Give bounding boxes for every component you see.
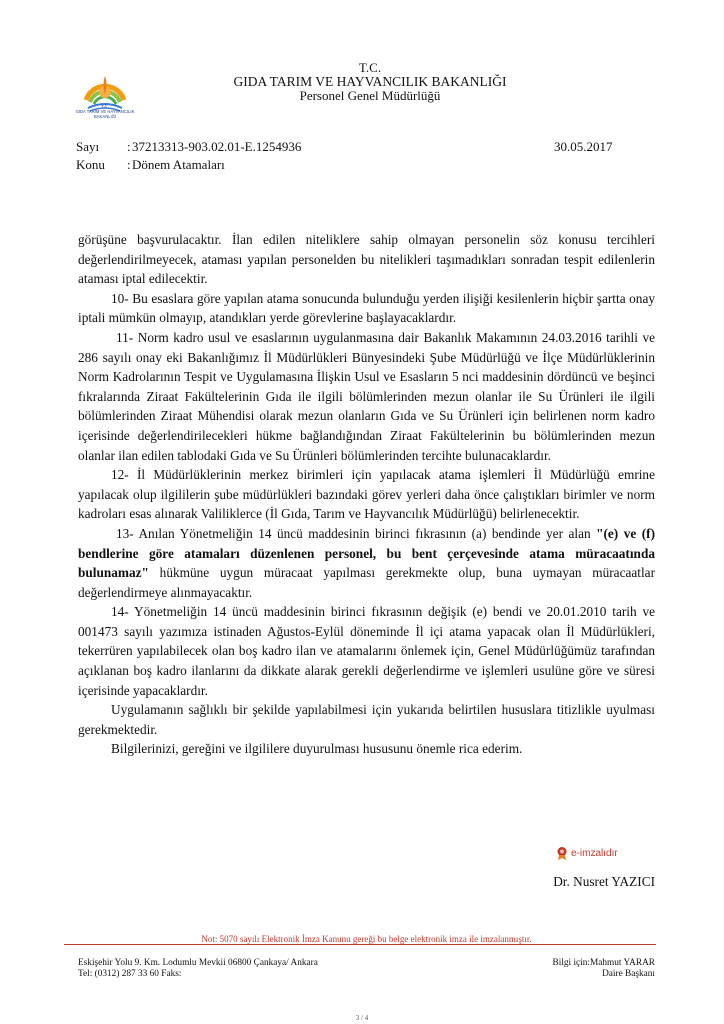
e-signature-label: e-imzalıdır — [571, 848, 618, 859]
konu-colon: : — [127, 157, 131, 172]
paragraph-11: 11- Norm kadro usul ve esaslarının uygulanmasına dair Bakanlık Makamının 24.03.2016 tarihli ve 286 sayılı onay eki Bakanlığımız İl Müdürlükleri Bünyesindeki Şube Müdürlüğü ve İlçe Müdürlüklerinin Norm Kadrolarının Tespit ve Uygulamasına İlişkin Usul ve Esasların 5 nci maddesinin dördüncü ve beşinci fıkralarında Ziraat Fakültelerinin Gıda ile ilgili bölümlerinden mezun olanlar ile Su Ürünleri ile ilgili bölümlerinden Ziraat Mühendisi olarak mezun olanların Gıda ve Su Ürünleri için belirlenen norm kadro içerisinde değerlendirilecekleri hükme bağlandığından Ziraat Fakültelerinin bu bölümlerinden mezun olanlar ilan edilen tablodaki Gıda ve Su Ürünleri bölümlerinden tercihte bulunacaklardır. — [78, 329, 655, 463]
footer-info-title: Daire Başkanı — [602, 969, 655, 979]
paragraph-continued: görüşüne başvurulacaktır. İlan edilen niteliklere sahip olmayan personelin söz konusu tercihleri değerlendirilmeyecek, ataması yapılan personelden bu nitelikleri taşımadıkları sonradan tespit edilenlerin ataması iptal edilecektir. — [78, 232, 655, 287]
logo-caption — [72, 104, 138, 119]
footer-legal-note: Not: 5070 sayılı Elektronik İmza Kanunu gereği bu belge elektronik imza ile imzalanmıştır. — [201, 934, 532, 944]
footer-divider — [64, 944, 656, 945]
sayi-label: Sayı — [76, 139, 100, 154]
sayi-value: 37213313-903.02.01-E.1254936 — [132, 139, 302, 154]
footer-contact — [78, 958, 318, 980]
page-number: 3 / 4 — [355, 1014, 369, 1022]
e-signature-mark — [555, 846, 618, 861]
paragraph-13-quote: "(e) ve (f) bendlerine göre atamaları düzenlenen personel, bu bent çerçevesinde atama müracaatında bulunamaz" — [78, 525, 655, 581]
paragraph-13 — [78, 524, 655, 602]
header-tc: T.C. — [358, 60, 382, 75]
document-date: 30.05.2017 — [554, 139, 613, 154]
logo-caption-line1: T.C. — [101, 104, 109, 109]
header-ministry: GIDA TARIM VE HAYVANCILIK BAKANLIĞI — [233, 74, 507, 89]
signer-name: Dr. Nusret YAZICI — [553, 874, 655, 889]
paragraph-12: 12- İl Müdürlüklerinin merkez birimleri için yapılacak atama işlemleri İl Müdürlüğü emrine yapılacak olup ilgililerin şube müdürlükleri bazındaki görev yerleri daha önce çalıştıkları birimler ve norm kadroları esas alınarak Valiliklerce (İl Gıda, Tarım ve Hayvancılık Müdürlüğü) belirlenecektir. — [78, 467, 655, 522]
footer-phone: Tel: (0312) 287 33 60 Faks: — [78, 969, 182, 979]
konu-label: Konu — [76, 157, 105, 172]
footer-info — [480, 958, 655, 980]
paragraph-13-start: 13- Anılan Yönetmeliğin 14 üncü maddesinin birinci fıkrasının (a) bendinde yer alan — [116, 525, 597, 541]
paragraph-closing-2: Bilgilerinizi, gereğini ve ilgililere duyurulması hususunu önemle rica ederim. — [111, 741, 523, 757]
sayi-colon: : — [127, 139, 131, 154]
footer-info-contact: Bilgi için:Mahmut YARAR — [552, 958, 655, 968]
paragraph-10: 10- Bu esaslara göre yapılan atama sonucunda bulunduğu yerden ilişiği kesilenlerin hiçbir şartta onay iptali mümkün olmayıp, atandıkları yerde görevlerine başlayacaklardır. — [78, 290, 655, 326]
e-signature-seal-icon — [555, 846, 569, 861]
logo-caption-line3: BAKANLIĞI — [93, 114, 117, 119]
paragraph-closing-1: Uygulamanın sağlıklı bir şekilde yapılabilmesi için yukarıda belirtilen hususlara titizlikle uyulması gerekmektedir. — [78, 702, 655, 737]
logo-caption-line2: GIDA TARIM VE HAYVANCILIK — [75, 109, 135, 114]
paragraph-13-end: hükmüne uygun müracaat yapılması gerekmekte olup, buna uymayan müracaatlar değerlendirmeye alınmayacaktır. — [78, 565, 655, 600]
paragraph-14: 14- Yönetmeliğin 14 üncü maddesinin birinci fıkrasının değişik (e) bendi ve 20.01.2010 tarih ve 001473 sayılı yazımıza istinaden Ağustos-Eylül döneminde İl içi atama yapacak olan İl Müdürlükleri, tekerrüren yapılabilecek olan boş kadro ilan ve atamalarını önlemek için, Genel Müdürlüğümüz tarafından açıklanan boş kadro ilanlarını da dikkate alarak gerekli değerlendirme ve işlemleri usulüne göre ve süresi içerisinde yapacaklardır. — [78, 604, 655, 698]
header-directorate: Personel Genel Müdürlüğü — [299, 88, 441, 103]
footer-address: Eskişehir Yolu 9. Km. Lodumlu Mevkii 06800 Çankaya/ Ankara — [78, 958, 318, 968]
document-body — [78, 230, 655, 759]
konu-value: Dönem Atamaları — [132, 157, 225, 172]
